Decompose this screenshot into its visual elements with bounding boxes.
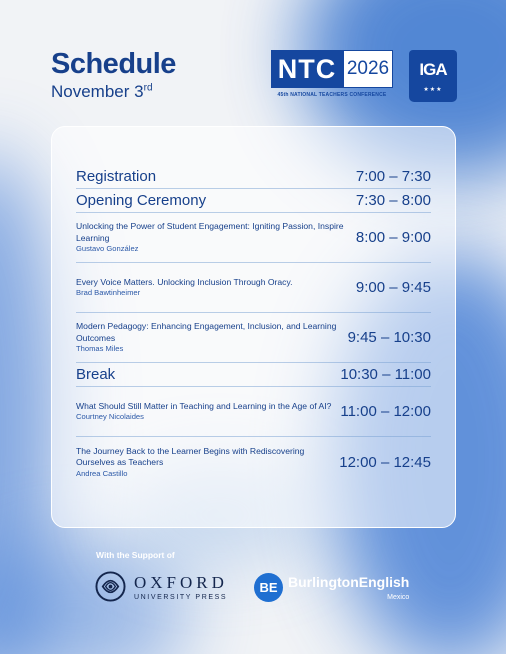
ntc-logo-left: NTC: [271, 50, 343, 88]
session-time: 9:00 – 9:45: [355, 279, 431, 296]
session-time: 11:00 – 12:00: [340, 403, 431, 420]
schedule-row: [76, 213, 431, 263]
session-info: [76, 446, 331, 479]
session-time: 10:30 – 11:00: [340, 366, 431, 383]
oxford-name: OXFORD: [134, 572, 228, 592]
session-speaker: Gustavo González: [76, 244, 139, 253]
schedule-card: [51, 126, 456, 528]
session-title: Every Voice Matters. Unlocking Inclusion Through Oracy.: [76, 276, 293, 287]
burlington-logo: [254, 573, 409, 602]
schedule-row: [76, 313, 431, 363]
ntc-logo: [271, 50, 393, 98]
session-title: The Journey Back to the Learner Begins with Rediscovering Ourselves as Teachers: [76, 445, 305, 467]
iga-logo-text: IGA: [419, 60, 447, 79]
session-time: 7:00 – 7:30: [355, 168, 431, 185]
support-label: With the Support of: [96, 550, 175, 560]
session-title: Break: [76, 366, 116, 383]
session-title: What Should Still Matter in Teaching and Learning in the Age of AI?: [76, 400, 332, 411]
session-title: Opening Ceremony: [76, 192, 207, 209]
session-info: [76, 366, 332, 383]
session-info: [76, 168, 348, 185]
session-title: Unlocking the Power of Student Engagement: Igniting Passion, Inspire Learning: [76, 221, 344, 243]
burlington-region: Mexico: [387, 594, 410, 601]
session-time: 9:45 – 10:30: [347, 329, 431, 346]
session-title: Registration: [76, 168, 157, 185]
event-date: [51, 82, 153, 102]
oxford-emblem-icon: [95, 571, 126, 602]
schedule-row: [76, 363, 431, 387]
session-info: [76, 401, 332, 423]
burlington-badge-icon: BE: [254, 573, 283, 602]
session-speaker: Brad Bawtinheimer: [76, 288, 141, 298]
oxford-subname: UNIVERSITY PRESS: [134, 593, 228, 601]
iga-logo: [409, 50, 457, 102]
burlington-name: BurlingtonEnglish: [288, 574, 410, 590]
session-info: [76, 221, 348, 254]
page-title: Schedule: [51, 48, 176, 80]
session-info: [76, 277, 348, 299]
date-suffix: rd: [143, 82, 153, 94]
session-title: Modern Pedagogy: Enhancing Engagement, Inclusion, and Learning Outcomes: [76, 321, 337, 343]
session-info: [76, 192, 348, 209]
session-speaker: Courtney Nicolaides: [76, 412, 144, 422]
session-time: 7:30 – 8:00: [355, 192, 431, 209]
schedule-list: [76, 165, 431, 487]
session-speaker: Thomas Miles: [76, 344, 124, 353]
oxford-logo: [95, 571, 228, 602]
iga-logo-stars: ★★★: [423, 87, 443, 93]
schedule-row: [76, 437, 431, 487]
schedule-row: [76, 263, 431, 313]
session-info: [76, 321, 340, 354]
date-main: November 3: [51, 82, 144, 101]
ntc-logo-year: 2026: [343, 50, 393, 88]
ntc-logo-subtitle: 45th NATIONAL TEACHERS CONFERENCE: [277, 92, 387, 98]
session-speaker: Andrea Castillo: [76, 468, 128, 478]
schedule-row: [76, 387, 431, 437]
session-time: 12:00 – 12:45: [339, 453, 431, 471]
session-time: 8:00 – 9:00: [355, 229, 431, 246]
schedule-row: [76, 189, 431, 213]
schedule-row: [76, 165, 431, 189]
